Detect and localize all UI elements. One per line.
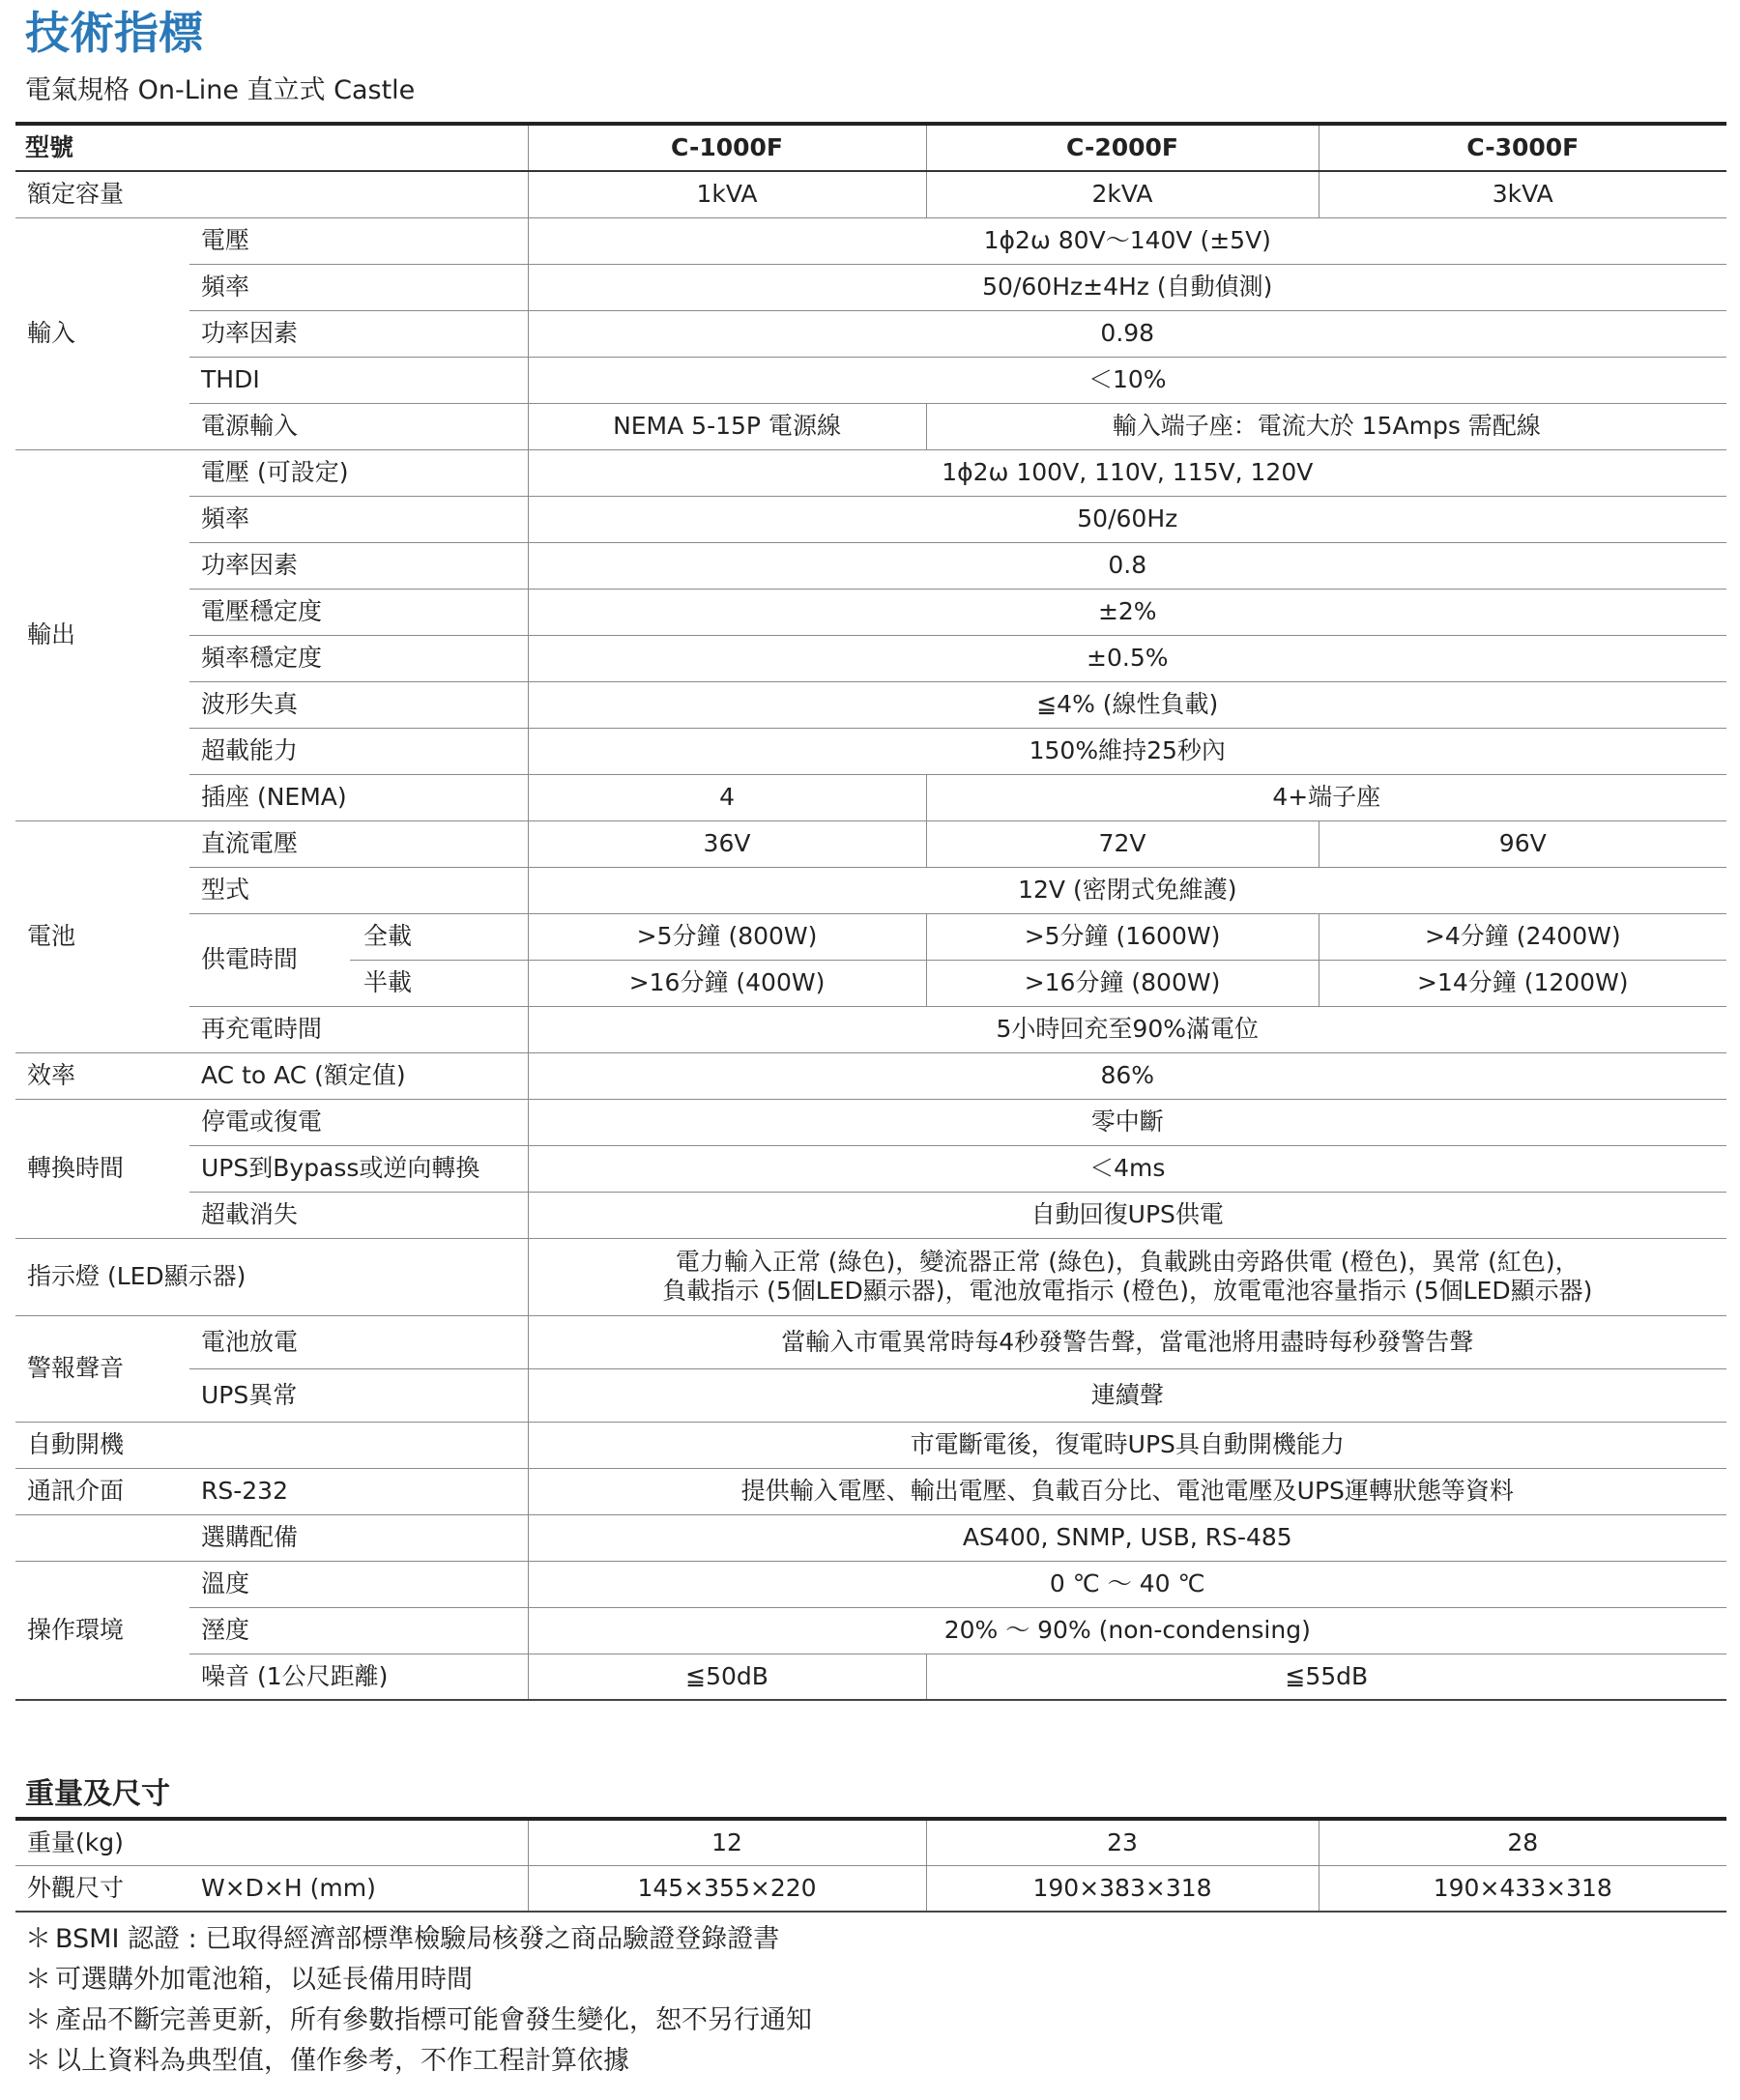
output-voltage-label: 電壓 (可設定) [189,449,528,496]
backup-half-c3000f: >14分鐘 (1200W) [1319,960,1726,1006]
footnote-marker: ＊ [25,2005,51,2035]
dimensions-label: 外觀尺寸 [15,1865,189,1912]
backup-full-load-label: 全載 [350,913,528,960]
footnotes [25,1919,812,2082]
output-outlets-label: 插座 (NEMA) [189,774,528,820]
dimensions-c3000f: 190×433×318 [1319,1865,1726,1912]
input-group-label: 輸入 [15,217,189,449]
input-power-factor-label: 功率因素 [189,310,528,357]
table-row [15,1099,1726,1145]
auto-start-label: 自動開機 [15,1422,528,1468]
transfer-overload-clear-label: 超載消失 [189,1192,528,1238]
table-row [15,1368,1726,1422]
auto-start-value: 市電斷電後，復電時UPS具自動開機能力 [528,1422,1726,1468]
footnote-text: 以上資料為典型值，僅作參考，不作工程計算依據 [55,2046,629,2076]
spec-header-row [15,124,1726,171]
rated-capacity-c3000f: 3kVA [1319,171,1726,217]
battery-dc-voltage-c2000f: 72V [926,820,1319,867]
dimensions-sublabel: W×D×H (mm) [189,1865,528,1912]
table-row [15,1315,1726,1368]
weight-label: 重量(kg) [15,1819,528,1865]
table-row [15,681,1726,728]
input-frequency-label: 頻率 [189,264,528,310]
input-thdi-label: THDI [189,357,528,403]
battery-dc-voltage-label: 直流電壓 [189,820,528,867]
page-title: 技術指標 [25,7,203,59]
indicator-label: 指示燈 (LED顯示器) [15,1238,528,1315]
table-row [15,1607,1726,1654]
weight-c1000f: 12 [528,1819,926,1865]
footnote-marker: ＊ [25,1965,51,1995]
backup-half-c1000f: >16分鐘 (400W) [528,960,926,1006]
backup-half-c2000f: >16分鐘 (800W) [926,960,1319,1006]
output-distortion-label: 波形失真 [189,681,528,728]
table-row [15,1514,1726,1561]
table-row [15,1819,1726,1865]
alarm-battery-discharge-value: 當輸入市電異常時每4秒發警告聲，當電池將用盡時每秒發警告聲 [528,1315,1726,1368]
output-group-label: 輸出 [15,449,189,820]
backup-full-c2000f: >5分鐘 (1600W) [926,913,1319,960]
input-thdi-value: ＜10% [528,357,1726,403]
noise-c2000f-c3000f: ≦55dB [926,1654,1726,1700]
weight-c3000f: 28 [1319,1819,1726,1865]
battery-dc-voltage-c1000f: 36V [528,820,926,867]
optional-accessories-label: 選購配備 [189,1514,528,1561]
spec-table [15,122,1726,1701]
footnote [25,1960,812,2000]
environment-group-label: 操作環境 [15,1561,189,1700]
output-frequency-stability-label: 頻率穩定度 [189,635,528,681]
rs232-label: RS-232 [189,1468,528,1514]
dimensions-c2000f: 190×383×318 [926,1865,1319,1912]
table-row [15,1006,1726,1052]
model-c2000f: C-2000F [926,124,1319,171]
output-outlets-c2000f-c3000f: 4+端子座 [926,774,1726,820]
table-row [15,264,1726,310]
backup-time-label: 供電時間 [189,913,350,1006]
table-row [15,403,1726,449]
battery-type-value: 12V (密閉式免維護) [528,867,1726,913]
transfer-bypass-label: UPS到Bypass或逆向轉換 [189,1145,528,1192]
recharge-time-label: 再充電時間 [189,1006,528,1052]
table-row [15,310,1726,357]
indicator-line-2: 負載指示 (5個LED顯示器)，電池放電指示 (橙色)，放電電池容量指示 (5個LED顯示器) [662,1277,1593,1305]
table-row [15,1052,1726,1099]
alarm-ups-fault-value: 連續聲 [528,1368,1726,1422]
page-subtitle: 電氣規格 On-Line 直立式 Castle [25,75,416,105]
table-row [15,1654,1726,1700]
footnote-marker: ＊ [25,1924,51,1954]
transfer-time-group-label: 轉換時間 [15,1099,189,1238]
footnote [25,2000,812,2041]
table-row [15,728,1726,774]
weight-c2000f: 23 [926,1819,1319,1865]
output-voltage-value: 1ϕ2ω 100V, 110V, 115V, 120V [528,449,1726,496]
table-row [15,1865,1726,1912]
table-row [15,774,1726,820]
dimensions-c1000f: 145×355×220 [528,1865,926,1912]
weight-table [15,1817,1726,1913]
table-row [15,449,1726,496]
table-row [15,1561,1726,1607]
footnote-text: BSMI 認證 : 已取得經濟部標準檢驗局核發之商品驗證登錄證書 [55,1924,780,1954]
output-power-factor-label: 功率因素 [189,542,528,589]
output-power-factor-value: 0.8 [528,542,1726,589]
output-distortion-value: ≦4% (線性負載) [528,681,1726,728]
table-row [15,171,1726,217]
output-frequency-value: 50/60Hz [528,496,1726,542]
rs232-value: 提供輸入電壓、輸出電壓、負載百分比、電池電壓及UPS運轉狀態等資料 [528,1468,1726,1514]
communication-group-label: 通訊介面 [15,1468,189,1514]
rated-capacity-c2000f: 2kVA [926,171,1319,217]
table-row [15,1192,1726,1238]
output-voltage-stability-label: 電壓穩定度 [189,589,528,635]
backup-half-load-label: 半載 [350,960,528,1006]
input-power-factor-value: 0.98 [528,310,1726,357]
humidity-label: 溼度 [189,1607,528,1654]
input-voltage-label: 電壓 [189,217,528,264]
output-frequency-label: 頻率 [189,496,528,542]
backup-full-c1000f: >5分鐘 (800W) [528,913,926,960]
input-voltage-value: 1ϕ2ω 80V～140V (±5V) [528,217,1726,264]
input-power-source-c2000f-c3000f: 輸入端子座：電流大於 15Amps 需配線 [926,403,1726,449]
recharge-time-value: 5小時回充至90%滿電位 [528,1006,1726,1052]
table-row [15,217,1726,264]
indicator-line-1: 電力輸入正常 (綠色)，變流器正常 (綠色)，負載跳由旁路供電 (橙色)，異常 (紅色)， [675,1248,1580,1276]
footnote [25,1919,812,1960]
table-row [15,820,1726,867]
table-row [15,1145,1726,1192]
battery-dc-voltage-c3000f: 96V [1319,820,1726,867]
battery-group-label: 電池 [15,820,189,1052]
table-row [15,1238,1726,1315]
input-frequency-value: 50/60Hz±4Hz (自動偵測) [528,264,1726,310]
footnote-text: 可選購外加電池箱，以延長備用時間 [55,1965,473,1995]
table-row [15,913,1726,960]
footnote-text: 產品不斷完善更新，所有參數指標可能會發生變化，恕不另行通知 [55,2005,812,2035]
alarm-ups-fault-label: UPS異常 [189,1368,528,1422]
backup-full-c3000f: >4分鐘 (2400W) [1319,913,1726,960]
rated-capacity-c1000f: 1kVA [528,171,926,217]
optional-accessories-value: AS400, SNMP, USB, RS-485 [528,1514,1726,1561]
table-row [15,542,1726,589]
temperature-label: 溫度 [189,1561,528,1607]
alarm-battery-discharge-label: 電池放電 [189,1315,528,1368]
model-header-label: 型號 [15,124,528,171]
table-row [15,1468,1726,1514]
temperature-value: 0 ℃ ～ 40 ℃ [528,1561,1726,1607]
output-overload-label: 超載能力 [189,728,528,774]
table-row [15,496,1726,542]
transfer-outage-value: 零中斷 [528,1099,1726,1145]
table-row [15,589,1726,635]
table-row [15,635,1726,681]
input-power-source-c1000f: NEMA 5-15P 電源線 [528,403,926,449]
efficiency-value: 86% [528,1052,1726,1099]
rated-capacity-label: 額定容量 [15,171,528,217]
model-c1000f: C-1000F [528,124,926,171]
output-outlets-c1000f: 4 [528,774,926,820]
humidity-value: 20% ～ 90% (non-condensing) [528,1607,1726,1654]
efficiency-group-label: 效率 [15,1052,189,1099]
table-row [15,357,1726,403]
output-frequency-stability-value: ±0.5% [528,635,1726,681]
transfer-overload-clear-value: 自動回復UPS供電 [528,1192,1726,1238]
efficiency-label: AC to AC (額定值) [189,1052,528,1099]
noise-c1000f: ≦50dB [528,1654,926,1700]
output-overload-value: 150%維持25秒內 [528,728,1726,774]
indicator-value [528,1238,1726,1315]
alarm-group-label: 警報聲音 [15,1315,189,1422]
output-voltage-stability-value: ±2% [528,589,1726,635]
footnote [25,2041,812,2082]
communication-spacer [15,1514,189,1561]
noise-label: 噪音 (1公尺距離) [189,1654,528,1700]
table-row [15,1422,1726,1468]
table-row [15,867,1726,913]
transfer-outage-label: 停電或復電 [189,1099,528,1145]
model-c3000f: C-3000F [1319,124,1726,171]
footnote-marker: ＊ [25,2046,51,2076]
weight-section-title: 重量及尺寸 [25,1777,170,1811]
battery-type-label: 型式 [189,867,528,913]
input-power-source-label: 電源輸入 [189,403,528,449]
transfer-bypass-value: ＜4ms [528,1145,1726,1192]
